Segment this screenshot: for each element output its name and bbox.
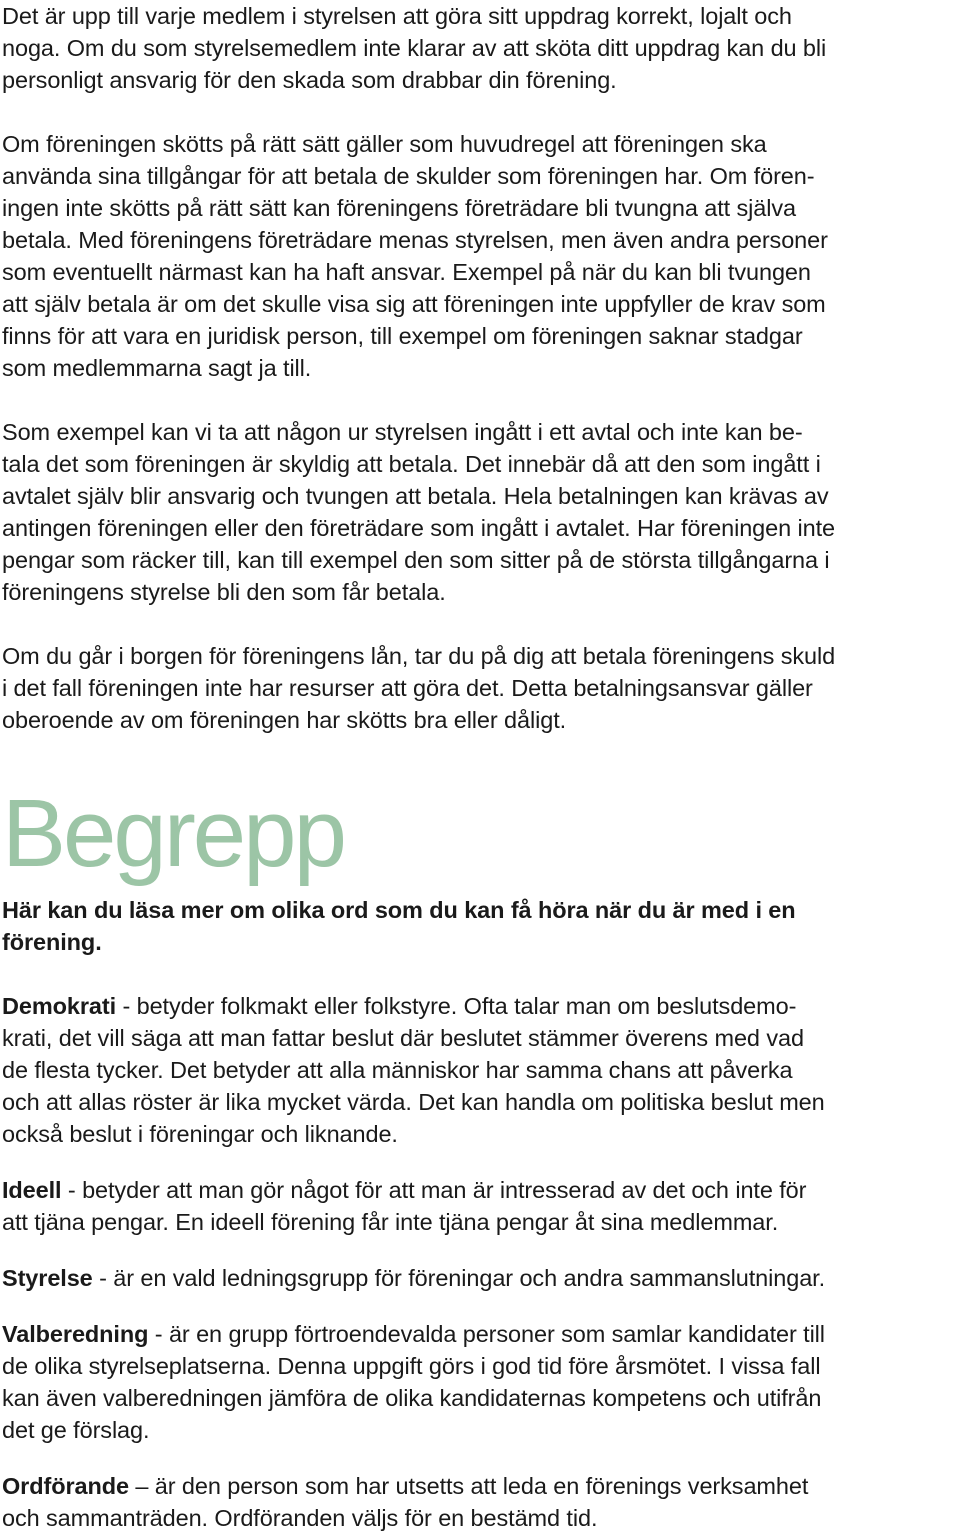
definition-ideell: [2, 1174, 958, 1238]
text-line: och att allas röster är lika mycket värda. Det kan handla om politiska beslut men: [2, 1089, 825, 1115]
text-line: finns för att vara en juridisk person, till exempel om föreningen saknar stadgar: [2, 323, 803, 349]
text-line: det ge förslag.: [2, 1417, 150, 1443]
text-line: att tjäna pengar. En ideell förening får inte tjäna pengar åt sina medlemmar.: [2, 1209, 779, 1235]
paragraph-contract-example: [2, 416, 958, 608]
paragraph-personal-liability: [2, 0, 958, 96]
text-line: krati, det vill säga att man fattar beslut där beslutet stämmer överens med vad: [2, 1025, 804, 1051]
text-line: Om du går i borgen för föreningens lån, tar du på dig att betala föreningens skuld: [2, 643, 836, 669]
text-line: förening.: [2, 929, 102, 955]
term-label: Demokrati: [2, 993, 117, 1019]
text-line: pengar som räcker till, kan till exempel den som sitter på de största tillgångarna i: [2, 547, 830, 573]
section-heading: Begrepp: [2, 780, 344, 887]
term-label: Valberedning: [2, 1321, 149, 1347]
document-page: [2, 0, 958, 1534]
paragraph-guarantee: [2, 640, 958, 736]
definition-valberedning: [2, 1318, 958, 1446]
definition-styrelse: [2, 1262, 958, 1294]
text-line: ingen inte skötts på rätt sätt kan föreningens företrädare bli tvungna att själva: [2, 195, 796, 221]
text-line: att själv betala är om det skulle visa sig att föreningen inte uppfyller de krav som: [2, 291, 826, 317]
text-line: oberoende av om föreningen har skötts bra eller dåligt.: [2, 707, 567, 733]
term-label: Styrelse: [2, 1265, 93, 1291]
text-line: [2, 990, 958, 1022]
term-label: Ordförande: [2, 1473, 129, 1499]
term-label: Ideell: [2, 1177, 62, 1203]
term-text: – är den person som har utsetts att leda en förenings verksamhet: [128, 1473, 809, 1499]
section-lead: [2, 894, 958, 958]
paragraph-association-debts: [2, 128, 958, 384]
term-text: - är en vald ledningsgrupp för föreningar och andra sammanslutningar.: [92, 1265, 826, 1291]
text-line: [2, 1262, 958, 1294]
text-line: som medlemmarna sagt ja till.: [2, 355, 312, 381]
text-line: använda sina tillgångar för att betala de skulder som föreningen har. Om fören-: [2, 163, 815, 189]
definition-ordforande: [2, 1470, 958, 1534]
text-line: antingen föreningen eller den företrädare som ingått i avtalet. Har föreningen inte: [2, 515, 836, 541]
text-line: Om föreningen skötts på rätt sätt gäller som huvudregel att föreningen ska: [2, 131, 767, 157]
text-line: [2, 1174, 958, 1206]
text-line: avtalet själv blir ansvarig och tvungen att betala. Hela betalningen kan krävas av: [2, 483, 829, 509]
text-line: [2, 1470, 958, 1502]
text-line: de olika styrelseplatserna. Denna uppgift görs i god tid före årsmötet. I vissa fall: [2, 1353, 821, 1379]
text-line: som eventuellt närmast kan ha haft ansvar. Exempel på när du kan bli tvungen: [2, 259, 811, 285]
term-text: - betyder att man gör något för att man är intresserad av det och inte för: [61, 1177, 807, 1203]
text-line: Här kan du läsa mer om olika ord som du kan få höra när du är med i en: [2, 897, 796, 923]
text-line: också beslut i föreningar och liknande.: [2, 1121, 398, 1147]
text-line: Det är upp till varje medlem i styrelsen att göra sitt uppdrag korrekt, lojalt och: [2, 3, 792, 29]
text-line: [2, 1318, 958, 1350]
text-line: personligt ansvarig för den skada som drabbar din förening.: [2, 67, 617, 93]
text-line: Som exempel kan vi ta att någon ur styrelsen ingått i ett avtal och inte kan be-: [2, 419, 803, 445]
text-line: tala det som föreningen är skyldig att betala. Det innebär då att den som ingått i: [2, 451, 821, 477]
text-line: föreningens styrelse bli den som får betala.: [2, 579, 446, 605]
text-line: och sammanträden. Ordföranden väljs för en bestämd tid.: [2, 1505, 598, 1531]
text-line: kan även valberedningen jämföra de olika kandidaternas kompetens och utifrån: [2, 1385, 822, 1411]
text-line: noga. Om du som styrelsemedlem inte klarar av att sköta ditt uppdrag kan du bli: [2, 35, 827, 61]
text-line: de flesta tycker. Det betyder att alla människor har samma chans att påverka: [2, 1057, 793, 1083]
text-line: i det fall föreningen inte har resurser att göra det. Detta betalningsansvar gäller: [2, 675, 813, 701]
term-text: - betyder folkmakt eller folkstyre. Ofta talar man om beslutsdemo-: [116, 993, 797, 1019]
text-line: betala. Med föreningens företrädare menas styrelsen, men även andra personer: [2, 227, 828, 253]
term-text: - är en grupp förtroendevalda personer som samlar kandidater till: [148, 1321, 825, 1347]
definition-demokrati: [2, 990, 958, 1150]
